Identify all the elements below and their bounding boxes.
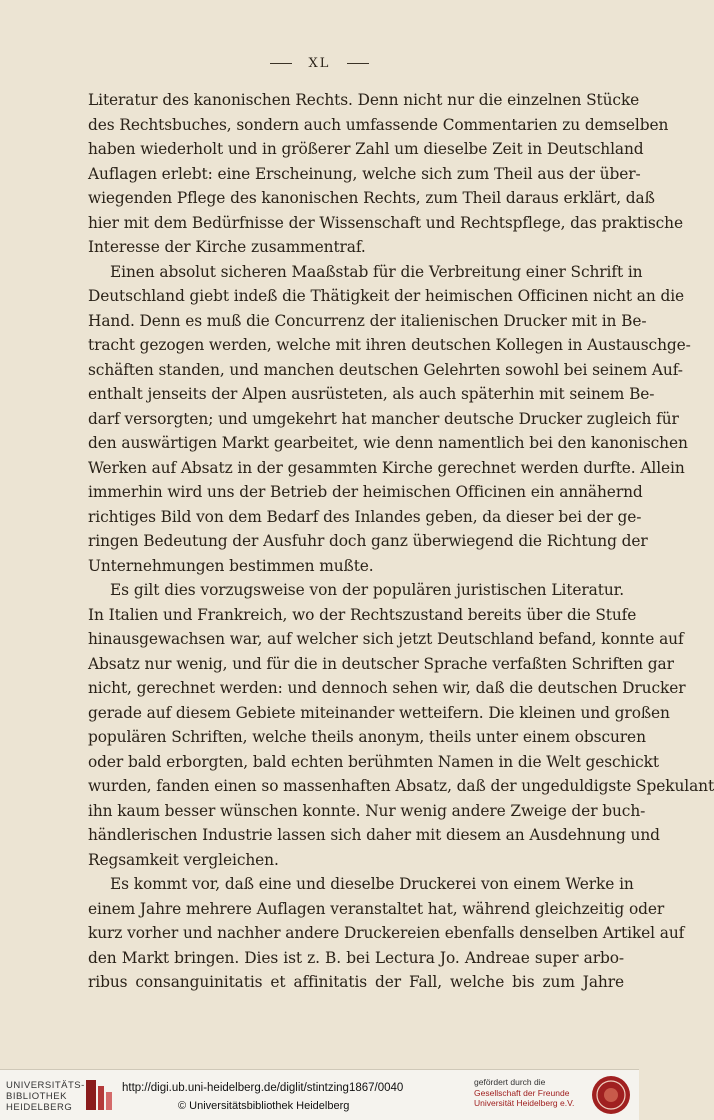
body-text xyxy=(88,88,714,995)
text-line: Es gilt dies vorzugsweise von der populären juristischen Literatur. xyxy=(110,581,624,599)
text-line: schäften standen, und manchen deutschen Gelehrten sowohl bei seinem Auf- xyxy=(88,360,683,379)
text-line: Deutschland giebt indeß die Thätigkeit der heimischen Officinen nicht an die xyxy=(88,287,685,305)
library-name-line: HEIDELBERG xyxy=(6,1102,73,1113)
copyright-notice: © Universitätsbibliothek Heidelberg xyxy=(178,1100,350,1112)
text-line: haben wiederholt und in größerer Zahl um dieselbe Zeit in Deutschland xyxy=(88,140,644,158)
text-line: oder bald erborgten, bald echten berühmten Namen in die Welt geschickt xyxy=(88,752,659,771)
sponsor-line: Gesellschaft der Freunde xyxy=(474,1087,570,1098)
library-footer xyxy=(0,1069,639,1120)
text-line: Interesse der Kirche zusammentraf. xyxy=(88,238,366,256)
text-line: wiegenden Pflege des kanonischen Rechts, zum Theil daraus erklärt, daß xyxy=(88,189,655,207)
text-line: hier mit dem Bedürfnisse der Wissenschaft und Rechtspflege, das praktische xyxy=(88,213,683,232)
sponsor-line: gefördert durch die xyxy=(474,1077,546,1087)
text-line: populären Schriften, welche theils anonym, theils unter einem obscuren xyxy=(88,728,646,746)
text-line: enthalt jenseits der Alpen ausrüsteten, als auch späterhin mit seinem Be- xyxy=(88,385,655,403)
library-name xyxy=(6,1080,85,1113)
text-line: kurz vorher und nachher andere Druckereien ebenfalls denselben Artikel auf xyxy=(88,924,685,942)
sponsor-line: Universität Heidelberg e.V. xyxy=(474,1098,575,1108)
text-line: richtiges Bild von dem Bedarf des Inlandes geben, da dieser bei der ge- xyxy=(88,507,642,526)
text-line: den Markt bringen. Dies ist z. B. bei Lectura Jo. Andreae super arbo- xyxy=(88,948,624,967)
text-line: nicht, gerechnet werden: und dennoch sehen wir, daß die deutschen Drucker xyxy=(88,679,686,697)
header-dash-left xyxy=(270,63,292,64)
text-line: den auswärtigen Markt gearbeitet, wie denn namentlich bei den kanonischen xyxy=(88,434,688,452)
header-dash-right xyxy=(347,63,369,64)
text-line: hinausgewachsen war, auf welcher sich jetzt Deutschland befand, konnte auf xyxy=(88,630,684,648)
library-logo-icon xyxy=(82,1076,116,1114)
sponsor-note xyxy=(474,1077,574,1109)
text-line: In Italien und Frankreich, wo der Rechtszustand bereits über die Stufe xyxy=(88,605,637,624)
text-line: Literatur des kanonischen Rechts. Denn nicht nur die einzelnen Stücke xyxy=(88,91,640,109)
text-line: Regsamkeit vergleichen. xyxy=(88,850,279,869)
page-number: XL xyxy=(308,56,331,71)
library-name-line: UNIVERSITÄTS- xyxy=(6,1080,85,1091)
text-line: einem Jahre mehrere Auflagen veranstaltet hat, während gleichzeitig oder xyxy=(88,899,665,918)
text-line: Absatz nur wenig, und für die in deutscher Sprache verfaßten Schriften gar xyxy=(88,654,674,673)
text-line: darf versorgten; und umgekehrt hat mancher deutsche Drucker zugleich für xyxy=(88,409,679,428)
text-line: tracht gezogen werden, welche mit ihren deutschen Kollegen in Austauschge- xyxy=(88,336,691,354)
page-header xyxy=(0,56,639,71)
text-line: des Rechtsbuches, sondern auch umfassende Commentarien zu demselben xyxy=(88,115,669,134)
text-line: Hand. Denn es muß die Concurrenz der italienischen Drucker mit in Be- xyxy=(88,311,647,330)
text-line: ihn kaum besser wünschen konnte. Nur wenig andere Zweige der buch- xyxy=(88,801,646,820)
text-line: händlerischen Industrie lassen sich daher mit diesem an Ausdehnung und xyxy=(88,826,660,844)
text-line: Werken auf Absatz in der gesammten Kirche gerechnet werden durfte. Allein xyxy=(88,458,685,477)
permalink-url[interactable]: http://digi.ub.uni-heidelberg.de/diglit/stintzing1867/0040 xyxy=(122,1082,404,1094)
library-name-line: BIBLIOTHEK xyxy=(6,1091,67,1102)
text-line: ribus consanguinitatis et affinitatis der Fall, welche bis zum Jahre xyxy=(88,973,624,991)
text-line: Auflagen erlebt: eine Erscheinung, welche sich zum Theil aus der über- xyxy=(88,164,641,183)
text-line: immerhin wird uns der Betrieb der heimischen Officinen ein annähernd xyxy=(88,483,643,501)
text-line: Unternehmungen bestimmen mußte. xyxy=(88,556,374,575)
text-line: ringen Bedeutung der Ausfuhr doch ganz überwiegend die Richtung der xyxy=(88,532,648,550)
text-line: Einen absolut sicheren Maaßstab für die Verbreitung einer Schrift in xyxy=(110,262,643,281)
text-line: gerade auf diesem Gebiete miteinander wetteifern. Die kleinen und großen xyxy=(88,703,670,722)
text-line: Es kommt vor, daß eine und dieselbe Druckerei von einem Werke in xyxy=(110,875,634,893)
society-seal-icon xyxy=(590,1074,632,1116)
text-line: wurden, fanden einen so massenhaften Absatz, daß der ungeduldigste Spekulant xyxy=(88,777,714,795)
